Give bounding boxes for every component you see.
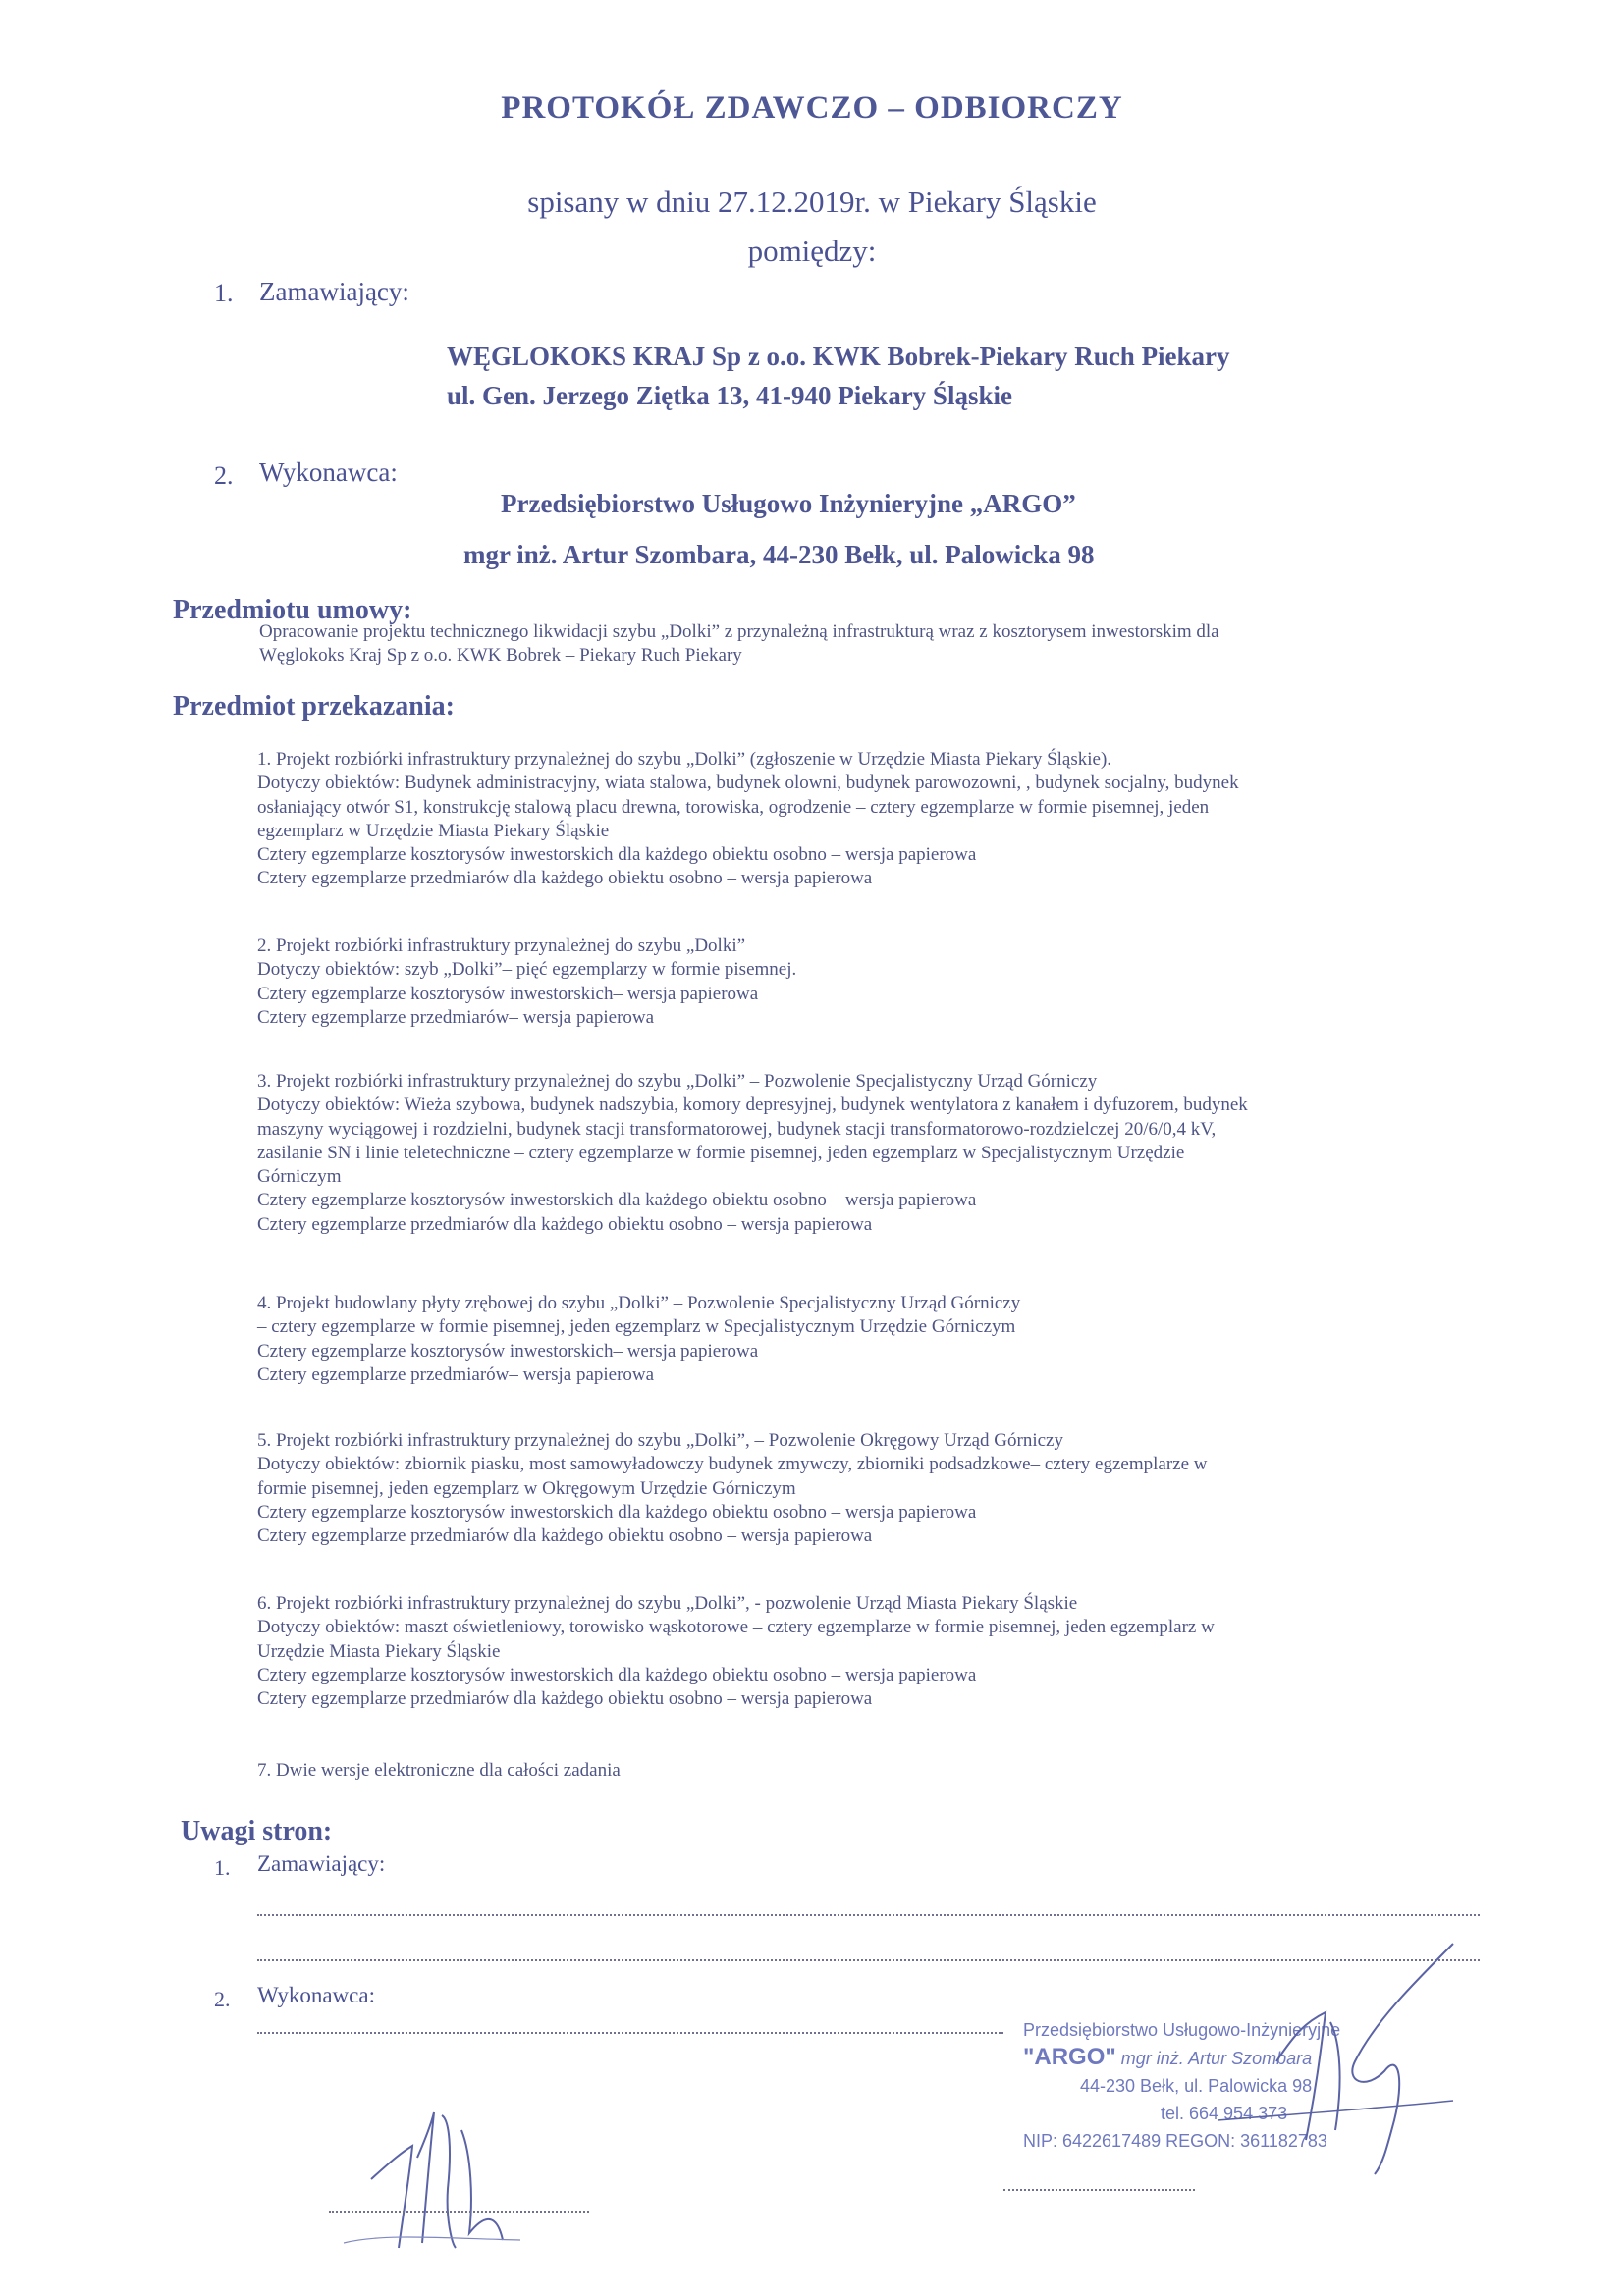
item-line: Dotyczy obiektów: Budynek administracyjny, wiata stalowa, budynek olowni, budynek parowozowni, , budynek socjalny, budynek [257,773,1239,794]
item-line: Cztery egzemplarze kosztorysów inwestorskich dla każdego obiektu osobno – wersja papierowa [257,1190,977,1211]
item-line: osłaniający otwór S1, konstrukcję stalową placu drewna, torowiska, ogrodzenie – cztery egzemplarze w formie pisemnej, jeden [257,796,1210,818]
signature-mark [324,2061,619,2258]
party2-number: 2. [214,461,234,490]
document-title: PROTOKÓŁ ZDAWCZO – ODBIORCZY [501,90,1123,126]
item-line: Cztery egzemplarze przedmiarów dla każdego obiektu osobno – wersja papierowa [257,1213,873,1235]
subject-header: Przedmiotu umowy: [173,595,412,625]
item-line: Dotyczy obiektów: szyb „Dolki”– pięć egzemplarzy w formie pisemnej. [257,959,797,981]
item-line: egzemplarz w Urzędzie Miasta Piekary Śląskie [257,820,610,841]
item-line: Cztery egzemplarze przedmiarów– wersja papierowa [257,1363,655,1385]
item-line: Dotyczy obiektów: Wieża szybowa, budynek nadszybia, komory depresyjnej, budynek wentylatora z kanałem i dyfuzorem, budynek [257,1095,1248,1116]
item-line: maszyny wyciągowej i rozdzielni, budynek stacji transformatorowej, budynek stacji transformatorowo-rozdzielczej 20/6/0,4 kV, [257,1118,1217,1140]
party2-name: Przedsiębiorstwo Usługowo Inżynieryjne „ARGO” [501,489,1076,518]
item-line: Cztery egzemplarze przedmiarów– wersja papierowa [257,1006,655,1028]
item-line: 5. Projekt rozbiórki infrastruktury przynależnej do szybu „Dolki”, – Pozwolenie Okręgowy Urząd Górniczy [257,1430,1063,1451]
item-line: 2. Projekt rozbiórki infrastruktury przynależnej do szybu „Dolki” [257,935,746,956]
stamp-line: 44-230 Bełk, ul. Palowicka 98 [1080,2076,1313,2096]
transfer-item-2 [257,934,796,1030]
item-line: formie pisemnej, jeden egzemplarz w Okręgowym Urzędzie Górniczym [257,1477,796,1499]
remark1-label: Zamawiający: [257,1851,386,1876]
party1-name: WĘGLOKOKS KRAJ Sp z o.o. KWK Bobrek-Piekary Ruch Piekary [447,342,1230,371]
transfer-item-4 [257,1292,1020,1387]
item-line: Cztery egzemplarze kosztorysów inwestorskich dla każdego obiektu osobno – wersja papierowa [257,1664,977,1685]
item-line: Cztery egzemplarze kosztorysów inwestorskich dla każdego obiektu osobno – wersja papierowa [257,844,977,866]
transfer-item-7 [257,1759,621,1783]
subject-line: Węglokoks Kraj Sp z o.o. KWK Bobrek – Piekary Ruch Piekary [259,645,742,667]
remark2-number: 2. [214,1987,231,2011]
transfer-item-6 [257,1592,1215,1711]
remark1-number: 1. [214,1855,231,1880]
item-line: 4. Projekt budowlany płyty zrębowej do szybu „Dolki” – Pozwolenie Specjalistyczny Urząd Górniczy [257,1293,1021,1313]
item-line: – cztery egzemplarze w formie pisemnej, jeden egzemplarz w Specjalistycznym Urzędzie Górniczym [257,1316,1016,1338]
item-line: Dotyczy obiektów: zbiornik piasku, most samowyładowczy budynek zmywczy, zbiorniki podsadzkowe– cztery egzemplarze w [257,1454,1208,1475]
item-line: Dotyczy obiektów: maszt oświetleniowy, torowisko wąskotorowe – cztery egzemplarze w formie pisemnej, jeden egzemplarz w [257,1617,1215,1638]
transfer-item-1 [257,748,1239,891]
item-line: 7. Dwie wersje elektroniczne dla całości zadania [257,1760,621,1781]
stamp-line: Przedsiębiorstwo Usługowo-Inżynieryjne [1023,2020,1341,2040]
transfer-item-5 [257,1429,1207,1548]
date-line: spisany w dniu 27.12.2019r. w Piekary Śląskie [527,185,1097,219]
item-line: Cztery egzemplarze przedmiarów dla każdego obiektu osobno – wersja papierowa [257,1688,873,1710]
remark2-label: Wykonawca: [257,1983,375,2007]
item-line: Cztery egzemplarze przedmiarów dla każdego obiektu osobno – wersja papierowa [257,1525,873,1547]
item-line: Cztery egzemplarze przedmiarów dla każdego obiektu osobno – wersja papierowa [257,868,873,889]
remarks-header: Uwagi stron: [181,1816,333,1846]
item-line: 1. Projekt rozbiórki infrastruktury przynależnej do szybu „Dolki” (zgłoszenie w Urzędzie Miasta Piekary Śląskie). [257,749,1112,770]
stamp-company-name: "ARGO" [1023,2044,1116,2070]
party1-address: ul. Gen. Jerzego Ziętka 13, 41-940 Piekary Śląskie [447,381,1012,410]
dotted-line [329,2211,589,2213]
stamp-line: tel. 664 954 373 [1161,2104,1288,2123]
subject-text [259,620,1219,668]
item-line: 3. Projekt rozbiórki infrastruktury przynależnej do szybu „Dolki” – Pozwolenie Specjalistyczny Urząd Górniczy [257,1071,1098,1092]
party2-address: mgr inż. Artur Szombara, 44-230 Bełk, ul. Palowicka 98 [463,540,1095,569]
between-label: pomiędzy: [747,234,877,268]
item-line: Cztery egzemplarze kosztorysów inwestorskich– wersja papierowa [257,983,759,1004]
item-line: 6. Projekt rozbiórki infrastruktury przynależnej do szybu „Dolki”, - pozwolenie Urząd Miasta Piekary Śląskie [257,1593,1078,1614]
contractor-signature [1159,1924,1492,2179]
stamp-line: NIP: 6422617489 REGON: 361182783 [1023,2131,1327,2151]
party1-label: Zamawiający: [259,277,409,306]
stamp-owner: mgr inż. Artur Szombara [1120,2049,1313,2068]
transfer-header: Przedmiot przekazania: [173,691,455,721]
item-line: Górniczym [257,1166,342,1188]
item-line: Cztery egzemplarze kosztorysów inwestorskich– wersja papierowa [257,1340,759,1362]
transfer-item-3 [257,1070,1248,1237]
item-line: zasilanie SN i linie teletechniczne – cztery egzemplarze w formie pisemnej, jeden egzemplarz w Specjalistycznym Urzędzie [257,1142,1185,1163]
party2-label: Wykonawca: [259,457,398,487]
dotted-line [1003,2189,1195,2191]
item-line: Cztery egzemplarze kosztorysów inwestorskich dla każdego obiektu osobno – wersja papierowa [257,1501,977,1522]
party1-number: 1. [214,279,234,307]
subject-line: Opracowanie projektu technicznego likwidacji szybu „Dolki” z przynależną infrastrukturą wraz z kosztorysem inwestorskim dla [259,621,1219,642]
item-line: Urzędzie Miasta Piekary Śląskie [257,1640,501,1662]
dotted-line [257,1914,1480,1916]
dotted-line [257,2032,1003,2034]
